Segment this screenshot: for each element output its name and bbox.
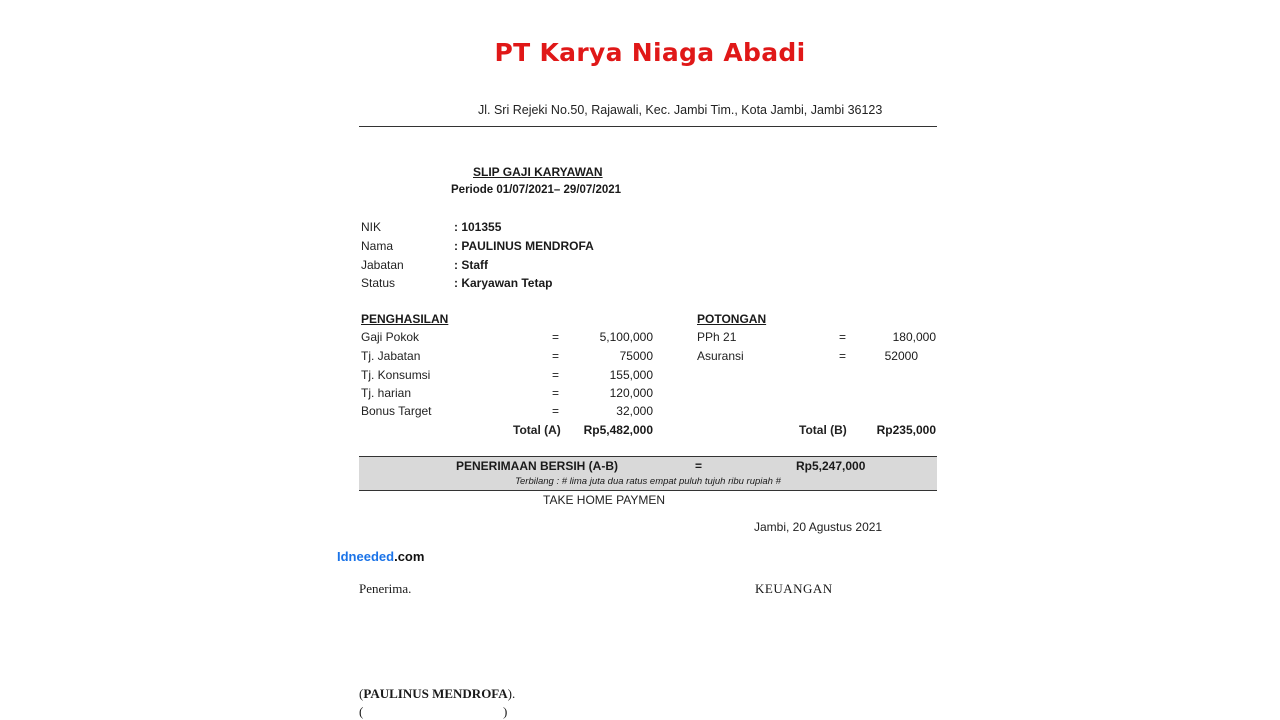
income-item-label: Tj. Konsumsi: [361, 368, 431, 382]
company-address: Jl. Sri Rejeki No.50, Rajawali, Kec. Jambi Tim., Kota Jambi, Jambi 36123: [478, 103, 883, 117]
deduction-item-label: PPh 21: [697, 330, 737, 344]
blank-signature-close: ): [503, 704, 508, 719]
deductions-total-label: Total (B): [799, 423, 847, 437]
deductions-total-value: Rp235,000: [876, 423, 936, 437]
name-value: : PAULINUS MENDROFA: [454, 239, 594, 253]
watermark-brand-domain: .com: [394, 549, 425, 564]
income-total-value: Rp5,482,000: [583, 423, 653, 437]
watermark-brand-name: Idneeded: [337, 549, 395, 564]
recipient-label: Penerima.: [359, 581, 412, 596]
position-value: : Staff: [454, 258, 488, 272]
deduction-item-value: 180,000: [892, 330, 936, 344]
place-date: Jambi, 20 Agustus 2021: [754, 520, 883, 534]
income-item-value: 32,000: [616, 404, 653, 418]
income-item-value: 120,000: [609, 386, 653, 400]
status-value: : Karyawan Tetap: [454, 276, 553, 290]
slip-title: SLIP GAJI KARYAWAN: [473, 165, 603, 179]
income-item-label: Tj. Jabatan: [361, 349, 421, 363]
watermark-brand: [337, 549, 424, 564]
income-item-eq: =: [552, 349, 560, 363]
income-heading: PENGHASILAN: [361, 312, 449, 326]
deductions-heading: POTONGAN: [697, 312, 767, 326]
company-name: PT Karya Niaga Abadi: [494, 38, 806, 67]
paren-open: (: [359, 686, 364, 701]
nik-label: NIK: [361, 220, 382, 234]
net-pay-label: PENERIMAAN BERSIH (A-B): [456, 459, 618, 473]
net-pay-value: Rp5,247,000: [796, 459, 866, 473]
deduction-item-value: 52000: [884, 349, 918, 363]
income-item-value: 5,100,000: [599, 330, 653, 344]
position-label: Jabatan: [361, 258, 404, 272]
status-label: Status: [361, 276, 396, 290]
income-item-eq: =: [552, 368, 560, 382]
income-item-eq: =: [552, 386, 560, 400]
deduction-item-label: Asuransi: [697, 349, 744, 363]
finance-label: KEUANGAN: [755, 581, 833, 596]
income-item-eq: =: [552, 404, 560, 418]
income-item-eq: =: [552, 330, 560, 344]
deduction-item-eq: =: [839, 349, 847, 363]
income-item-value: 155,000: [609, 368, 653, 382]
income-item-label: Gaji Pokok: [361, 330, 420, 344]
nik-value: : 101355: [454, 220, 502, 234]
header-divider: [359, 126, 937, 127]
net-pay-eq: =: [695, 459, 703, 473]
income-item-label: Bonus Target: [361, 404, 432, 418]
net-pay-in-words: Terbilang : # lima juta dua ratus empat puluh tujuh ribu rupiah #: [515, 476, 781, 487]
recipient-signature-name: [359, 686, 515, 702]
paren-close: ).: [507, 686, 516, 701]
slip-period: Periode 01/07/2021– 29/07/2021: [451, 184, 622, 196]
income-total-label: Total (A): [513, 423, 561, 437]
name-label: Nama: [361, 239, 394, 253]
income-item-label: Tj. harian: [361, 386, 412, 400]
blank-signature-open: (: [359, 704, 364, 719]
recipient-name: PAULINUS MENDROFA: [363, 686, 508, 701]
take-home-label: TAKE HOME PAYMEN: [543, 493, 666, 507]
deduction-item-eq: =: [839, 330, 847, 344]
income-item-value: 75000: [619, 349, 653, 363]
